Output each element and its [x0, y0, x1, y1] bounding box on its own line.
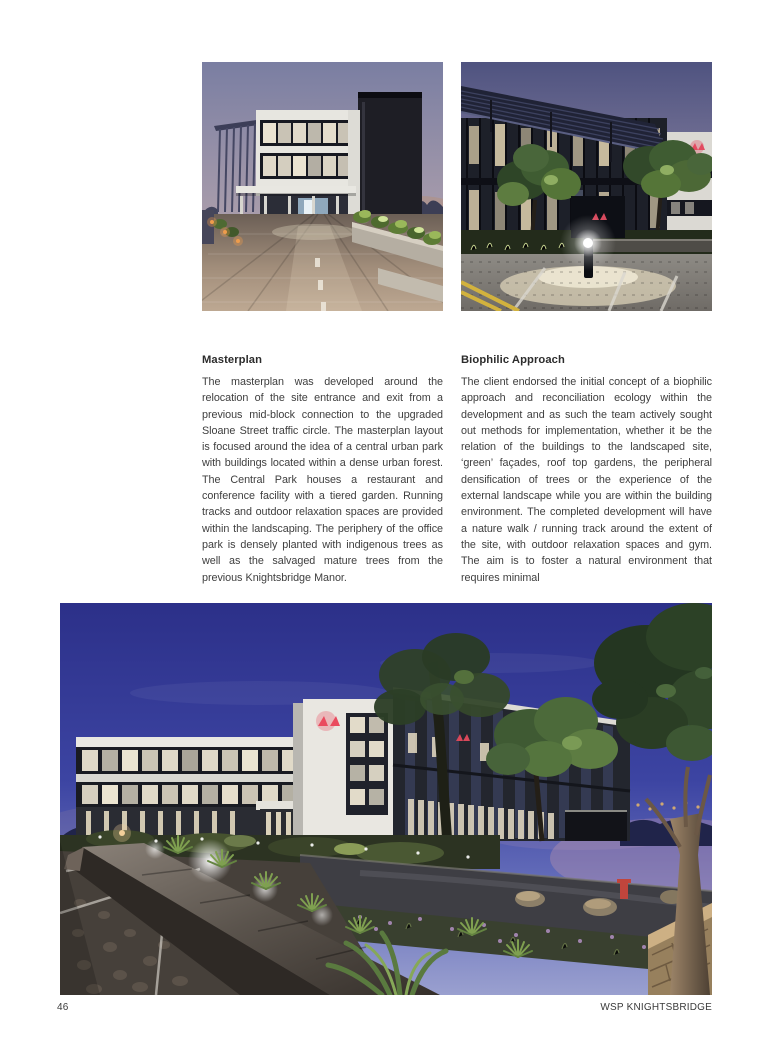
photo-entrance-building-art	[202, 62, 443, 311]
running-title: WSP KNIGHTSBRIDGE	[600, 1002, 712, 1013]
article-masterplan-body: The masterplan was developed around the relocation of the site entrance and exit from a previous mid-block connection to the upgraded Sloane Street traffic circle. The masterplan layout is focused around the idea of a central urban park with buildings located within a dense urban forest. The Central Park houses a restaurant and conference facility with a tiered garden. Running tracks and outdoor relaxation spaces are provided within the landscaping. The periphery of the office park is densely planted with indigenous trees as well as the salvaged mature trees from the previous Knightsbridge Manor.	[202, 376, 443, 584]
photo-entrance-building	[202, 62, 443, 311]
photo-office-park-panorama-art	[60, 603, 712, 995]
article-biophilic	[461, 352, 712, 586]
page-footer	[57, 1002, 712, 1013]
article-masterplan	[202, 352, 443, 586]
photo-glazed-facade-art	[461, 62, 712, 311]
article-columns	[202, 352, 712, 586]
article-masterplan-heading: Masterplan	[202, 354, 263, 366]
page-number: 46	[57, 1002, 69, 1013]
article-biophilic-body: The client endorsed the initial concept of a biophilic approach and reconciliation ecology within the development and as such the team actively sought out methods for implementation, whether it be the relation of the buildings to the landscaped site, ‘green’ façades, roof top gardens, the peripheral densification of trees or the experience of the external landscape while you are within the building environment. The completed development will have a nature walk / running track around the extent of the site, with outdoor relaxation spaces and gym. The aim is to foster a natural environment that requires minimal	[461, 376, 712, 584]
photo-glazed-facade	[461, 62, 712, 311]
photo-office-park-panorama	[60, 603, 712, 995]
article-biophilic-heading: Biophilic Approach	[461, 354, 565, 366]
